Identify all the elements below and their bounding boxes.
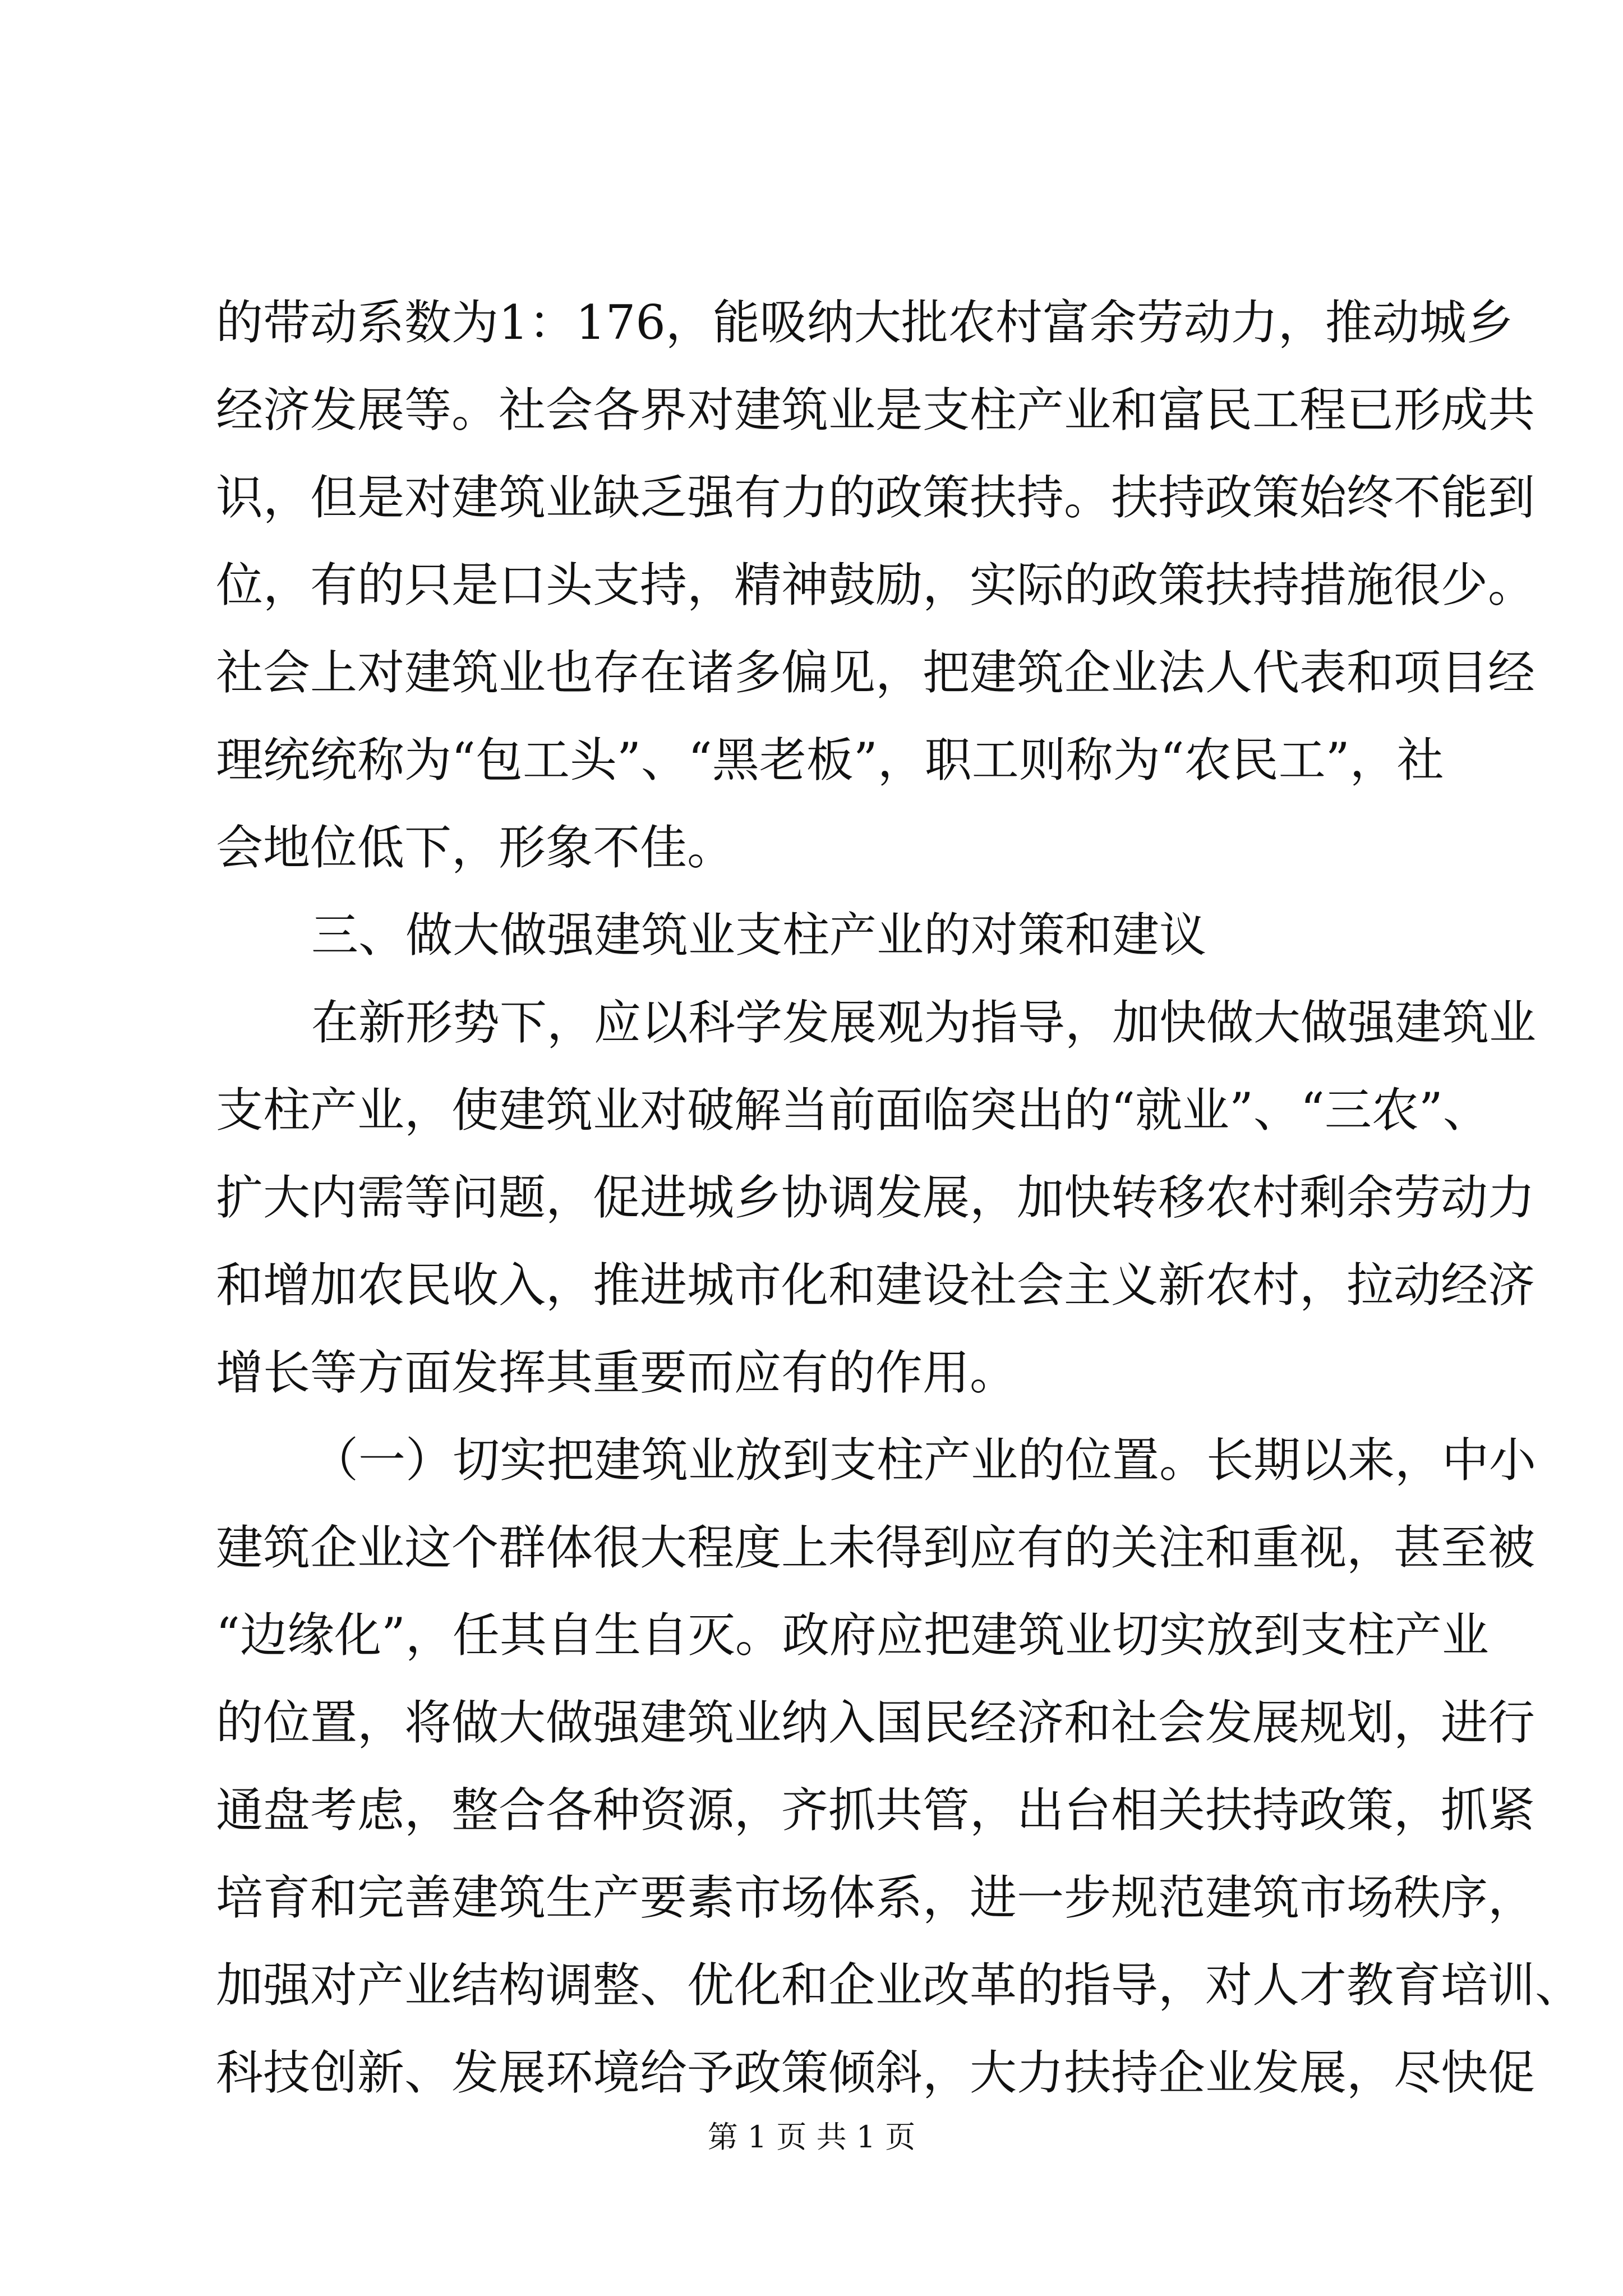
text-line: “边缘化”，任其自生自灭。政府应把建筑业切实放到支柱产业 xyxy=(216,1608,1489,1663)
text-line: 识，但是对建筑业缺乏强有力的政策扶持。扶持政策始终不能到 xyxy=(216,470,1536,525)
text-line: 的带动系数为1：176，能吸纳大批农村富余劳动力，推动城乡 xyxy=(216,295,1514,350)
text-line: 加强对产业结构调整、优化和企业改革的指导，对人才教育培训、 xyxy=(216,1958,1583,2013)
text-line: 理统统称为“包工头”、“黑老板”，职工则称为“农民工”，社 xyxy=(216,733,1444,788)
text-line: 和增加农民收入，推进城市化和建设社会主义新农村，拉动经济 xyxy=(216,1258,1536,1313)
text-line: 增长等方面发挥其重要而应有的作用。 xyxy=(216,1345,1017,1400)
text-line: 位，有的只是口头支持，精神鼓励，实际的政策扶持措施很少。 xyxy=(216,558,1536,613)
text-line: 会地位低下，形象不佳。 xyxy=(216,820,735,875)
text-line: 社会上对建筑业也存在诸多偏见，把建筑企业法人代表和项目经 xyxy=(216,645,1536,700)
subsection-first-line: （一）切实把建筑业放到支柱产业的位置。长期以来，中小 xyxy=(311,1433,1537,1488)
text-line: 培育和完善建筑生产要素市场体系，进一步规范建筑市场秩序， xyxy=(216,1870,1536,1925)
text-line: 扩大内需等问题，促进城乡协调发展，加快转移农村剩余劳动力 xyxy=(216,1170,1536,1225)
text-line: 的位置，将做大做强建筑业纳入国民经济和社会发展规划，进行 xyxy=(216,1695,1536,1750)
section-heading: 三、做大做强建筑业支柱产业的对策和建议 xyxy=(311,908,1207,963)
text-line: 科技创新、发展环境给予政策倾斜，大力扶持企业发展，尽快促 xyxy=(216,2045,1536,2100)
page-footer: 第 1 页 共 1 页 xyxy=(707,2119,916,2155)
text-line: 建筑企业这个群体很大程度上未得到应有的关注和重视，甚至被 xyxy=(216,1520,1536,1575)
paragraph-first-line: 在新形势下，应以科学发展观为指导，加快做大做强建筑业 xyxy=(311,995,1537,1050)
text-line: 经济发展等。社会各界对建筑业是支柱产业和富民工程已形成共 xyxy=(216,383,1536,438)
text-line: 支柱产业，使建筑业对破解当前面临突出的“就业”、“三农”、 xyxy=(216,1083,1490,1138)
text-line: 通盘考虑，整合各种资源，齐抓共管，出台相关扶持政策，抓紧 xyxy=(216,1783,1536,1838)
